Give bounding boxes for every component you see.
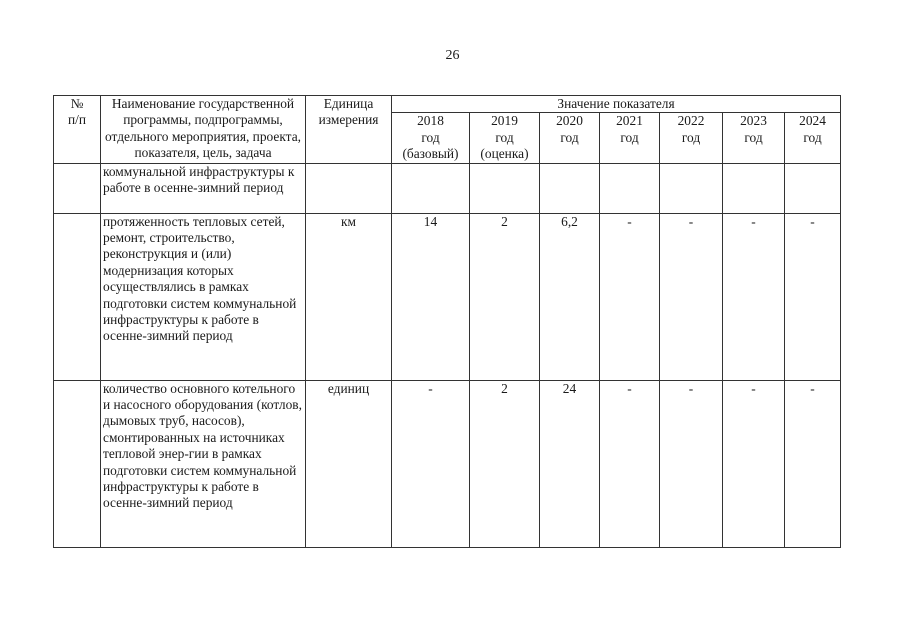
year-note: (оценка) bbox=[480, 146, 529, 162]
header-name-label: Наименование государственной программы, подпрограммы, отдельного мероприятия, проекта, показателя, цель, задача bbox=[105, 96, 301, 161]
page-number: 26 bbox=[445, 48, 460, 63]
year-label: 2023 bbox=[740, 113, 767, 129]
row-value bbox=[785, 163, 841, 213]
year-label: 2021 bbox=[616, 113, 643, 129]
table-row bbox=[54, 380, 841, 547]
indicator-table bbox=[53, 95, 841, 548]
row-value: 24 bbox=[540, 380, 600, 547]
row-value: - bbox=[660, 380, 723, 547]
year-word: год bbox=[421, 129, 440, 145]
header-unit-label: Единица измерения bbox=[318, 96, 379, 128]
row-value bbox=[600, 163, 660, 213]
row-unit bbox=[306, 163, 392, 213]
row-value bbox=[470, 163, 540, 213]
row-value: - bbox=[600, 213, 660, 380]
year-word: год bbox=[803, 129, 822, 145]
row-value bbox=[392, 163, 470, 213]
row-name: количество основного котельного и насосного оборудования (котлов, дымовых труб, насосов), смонтированных на источниках тепловой энер-гии в рамках подготовки систем коммунальной инфраструктуры к работе в осенне-зимний период bbox=[101, 380, 306, 547]
row-value: - bbox=[392, 380, 470, 547]
year-label: 2018 bbox=[417, 113, 444, 129]
header-name bbox=[101, 96, 306, 164]
row-name: коммунальной инфраструктуры к работе в осенне-зимний период bbox=[101, 163, 306, 213]
header-value-group-label: Значение показателя bbox=[557, 96, 675, 111]
row-value: - bbox=[723, 380, 785, 547]
year-word: год bbox=[744, 129, 763, 145]
header-value-group bbox=[392, 96, 841, 113]
year-word: год bbox=[560, 129, 579, 145]
year-label: 2024 bbox=[799, 113, 826, 129]
header-num bbox=[54, 96, 101, 164]
year-note: (базовый) bbox=[402, 146, 459, 162]
row-value: - bbox=[600, 380, 660, 547]
row-num bbox=[54, 213, 101, 380]
header-year-2022 bbox=[660, 113, 723, 163]
year-label: 2020 bbox=[556, 113, 583, 129]
header-year-2021 bbox=[600, 113, 660, 163]
header-year-2018 bbox=[392, 113, 470, 163]
row-value: - bbox=[785, 213, 841, 380]
row-value: 14 bbox=[392, 213, 470, 380]
row-num bbox=[54, 163, 101, 213]
year-word: год bbox=[620, 129, 639, 145]
table-row bbox=[54, 163, 841, 213]
table-row bbox=[54, 213, 841, 380]
header-num-label: № п/п bbox=[67, 96, 87, 128]
row-value bbox=[660, 163, 723, 213]
year-word: год bbox=[495, 129, 514, 145]
row-value: - bbox=[785, 380, 841, 547]
row-unit: единиц bbox=[306, 380, 392, 547]
header-unit bbox=[306, 96, 392, 164]
row-value: 2 bbox=[470, 213, 540, 380]
row-unit: км bbox=[306, 213, 392, 380]
row-name: протяженность тепловых сетей, ремонт, строительство, реконструкция и (или) модернизация которых осуществлялись в рамках подготовки систем коммунальной инфраструктуры к работе в осенне-зимний период bbox=[101, 213, 306, 380]
header-year-2019 bbox=[470, 113, 540, 163]
row-num bbox=[54, 380, 101, 547]
row-value bbox=[723, 163, 785, 213]
header-year-2023 bbox=[723, 113, 785, 163]
row-value: 2 bbox=[470, 380, 540, 547]
header-year-2020 bbox=[540, 113, 600, 163]
row-value: - bbox=[723, 213, 785, 380]
year-word: год bbox=[681, 129, 701, 145]
row-value bbox=[540, 163, 600, 213]
header-year-2024 bbox=[785, 113, 841, 163]
row-value: 6,2 bbox=[540, 213, 600, 380]
row-value: - bbox=[660, 213, 723, 380]
year-label: 2022 bbox=[677, 113, 705, 129]
year-label: 2019 bbox=[491, 113, 518, 129]
